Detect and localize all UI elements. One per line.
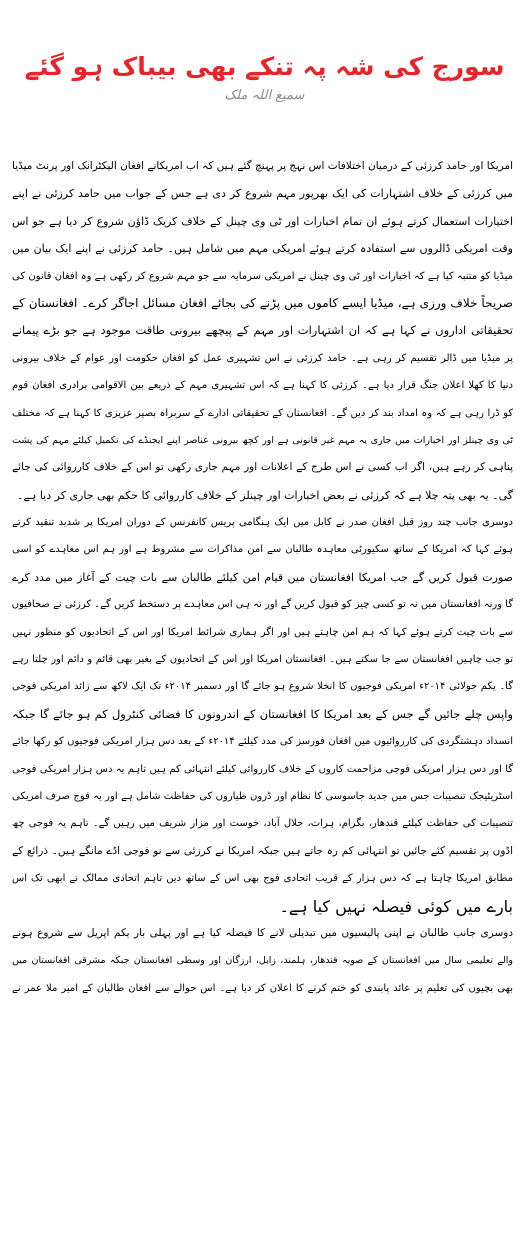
text-line: اڈوں پر تقسیم کئے جائیں تو انتہائی کم رہ جاتے ہیں جبکہ امریکا نے کرزئی سے نو فوجی اڈے مانگے ہیں۔ ذرائع کے <box>12 844 513 857</box>
text-line: ہوئے کہا کہ امریکا کے ساتھ سکیورٹی معاہدہ طالبان سے امن مذاکرات سے مشروط ہے اور ہم اس معاہدے کو اسی <box>12 544 513 556</box>
text-line: وقت امریکی ڈالروں سے استفادہ کرتے ہوئے امریکی مہم میں شامل ہیں۔ حامد کرزئی نے اپنے ایک بیان میں <box>12 242 513 256</box>
text-line: امریکا اور حامد کرزئی کے درمیان اختلافات اس نہج پر پہنچ گئے ہیں کہ اب امریکانے افغان الیکٹرانک اور پرنٹ میڈیا <box>12 160 513 172</box>
text-line: دوسری جانب طالبان نے اپنی پالیسیوں میں تبدیلی لانے کا فیصلہ کیا ہے اور پہلی بار یکم اپریل سے شروع ہونے <box>12 926 513 939</box>
author-byline: سمیع اللہ ملک <box>224 88 305 103</box>
text-line: سے بات چیت کرتے ہوئے کہا کہ ہم امن چاہتے ہیں اور اگر ہماری شرائط امریکا اور اس کے اتحادیوں کو منظور نہیں <box>12 626 513 638</box>
text-line: تنصیبات کی حفاظت کیلئے قندھار، بگرام، ہرات، جلال آباد، خوست اور مزار شریف میں رہیں گے۔ تاہم یہ فوجی چھ <box>12 818 513 830</box>
text-line: گا۔ یکم جولائی ۲۰۱۴ء امریکی فوجیوں کا انخلا شروع ہو جائے گا اور دسمبر ۲۰۱۴ء تک ایک لاکھ سے زائد امریکی فوجی <box>12 681 513 693</box>
text-line: گا ورنہ افغانستان میں نہ تو کسی چیز کو قبول کریں گے اور نہ ہی اس معاہدے پر دستخط کریں گے۔ کرزئی نے صحافیوں <box>12 599 513 611</box>
text-line: کو ڈرا رہی ہے کہ وہ امداد بند کر دیں گے۔ افغانستان کے تحقیقاتی ادارے کے سربراہ بصیر عزیزی کا کہنا ہے کہ مختلف <box>12 407 513 419</box>
text-line: اختیارات استعمال کرتے ہوئے ان تمام اخبارات اور ٹی وی چینل کے خلاف کریک ڈاؤن شروع کر دیا ہے جو اس <box>12 214 513 228</box>
text-line: تحقیقاتی اداروں نے کہا ہے کہ ان اشتہارات اور مہم کے پیچھے بیرونی طاقت موجود ہے جو بڑے پیمانے <box>12 323 513 338</box>
text-line: گا اور دس ہزار امریکی فوجی مزاحمت کاروں کے خلاف کارروائی کیلئے انتہائی کم ہیں تاہم یہ دس ہزار امریکی فوجی <box>12 763 513 775</box>
text-line: بارے میں کوئی فیصلہ نہیں کیا ہے۔ <box>279 896 513 916</box>
text-line: والے تعلیمی سال میں افغانستان کے صوبہ قندھار، ہلمند، زابل، ارزگان اور وسطی افغانستان جبکہ مشرقی افغانستان میں <box>12 955 513 967</box>
text-line: صورت قبول کریں گے جب امریکا افغانستان میں قیام امن کیلئے طالبان سے بات چیت کے آغاز میں مدد کرے <box>12 570 513 584</box>
text-line: گی۔ یہ بھی پتہ چلا ہے کہ کرزئی نے بعض اخبارات اور چینلز کے خلاف کارروائی کا حکم بھی جاری کر دیا ہے۔ <box>17 488 513 502</box>
text-line: اسٹریٹیجک تنصیبات جس میں جدید جاسوسی کا نظام اور ڈرون طیاروں کی حفاظت شامل ہے اور یہ فوج صرف امریکی <box>12 790 513 802</box>
text-line: میڈیا کو متنبہ کیا ہے کہ اخبارات اور ٹی وی چینل نے امریکی سرمایہ سے جو مہم شروع کر رکھی ہے وہ افغان قانون کی <box>12 270 513 282</box>
article-paragraph-2 <box>12 509 513 920</box>
text-line: صریحاً خلاف ورزی ہے، میڈیا ایسے کاموں میں پڑنے کی بجائے افغان مسائل اجاگر کرے۔ افغانستان کے <box>12 295 513 310</box>
article-body <box>12 153 513 1002</box>
text-line: پناہی کر رہے ہیں، اگر اب کسی نے اس طرح کے اعلانات اور مہم جاری رکھی تو اس کے خلاف کارروائی کی جائے <box>12 461 513 474</box>
text-line: دنیا کا کھلا اعلان جنگ قرار دیا ہے۔ کرزئی کا کہنا ہے کہ اس تشہیری مہم کے ذریعے بین الاقوامی برادری افغان قوم <box>12 380 513 392</box>
article-headline: سورج کی شہ پہ تنکے بھی بیباک ہو گئے <box>24 51 505 81</box>
text-line: پر میڈیا میں ڈالر تقسیم کر رہی ہے۔ حامد کرزئی نے اس تشہیری عمل کو افغان حکومت اور عوام کے خلاف بیرونی <box>12 352 513 364</box>
article-paragraph-1 <box>12 153 513 509</box>
text-line: انسداد دہشتگردی کی کارروائیوں میں افغان فورسز کی مدد کیلئے ۲۰۱۴ء کے بعد دس ہزار امریکی فوجیوں کو رکھا جائے <box>12 736 513 748</box>
text-line: مطابق امریکا چاہتا ہے کہ دس ہزار کے قریب اتحادی فوج بھی اس کے ساتھ دیں تاہم اتحادی ممالک نے ابھی تک اس <box>12 873 513 885</box>
text-line: بھی بچیوں کی تعلیم پر عائد پابندی کو ختم کرنے کا اعلان کر دیا ہے۔ اس حوالے سے افغان طالبان کے امیر ملا عمر نے <box>12 982 513 994</box>
text-line: واپس چلے جائیں گے جس کے بعد امریکا کا افغانستان کے اندرونوں کا فضائی کنٹرول کم ہو جائے گا جبکہ <box>12 706 513 721</box>
text-line: تو جب چاہیں افغانستان سے جا سکتے ہیں۔ افغانستان امریکا اور اس کے اتحادیوں کے بغیر بھی قائم و دائم اور چلتا رہے <box>12 654 513 666</box>
text-line: دوسری جانب چند روز قبل افغان صدر نے کابل میں ایک ہنگامی پریس کانفرنس کے دوران امریکا پر شدید تنقید کرتے <box>12 517 513 529</box>
text-line: ٹی وی چینلز اور اخبارات میں جاری یہ مہم غیر قانونی ہے اور کچھ بیرونی عناصر اپنے ایجنڈے کی تکمیل کیلئے مہم کی پشت <box>12 434 513 446</box>
article-paragraph-3 <box>12 920 513 1002</box>
text-line: میں کرزئی کے خلاف اشتہارات کی ایک بھرپور مہم شروع کر دی ہے جس کے جواب میں حامد کرزئی نے اپنے <box>12 187 513 201</box>
